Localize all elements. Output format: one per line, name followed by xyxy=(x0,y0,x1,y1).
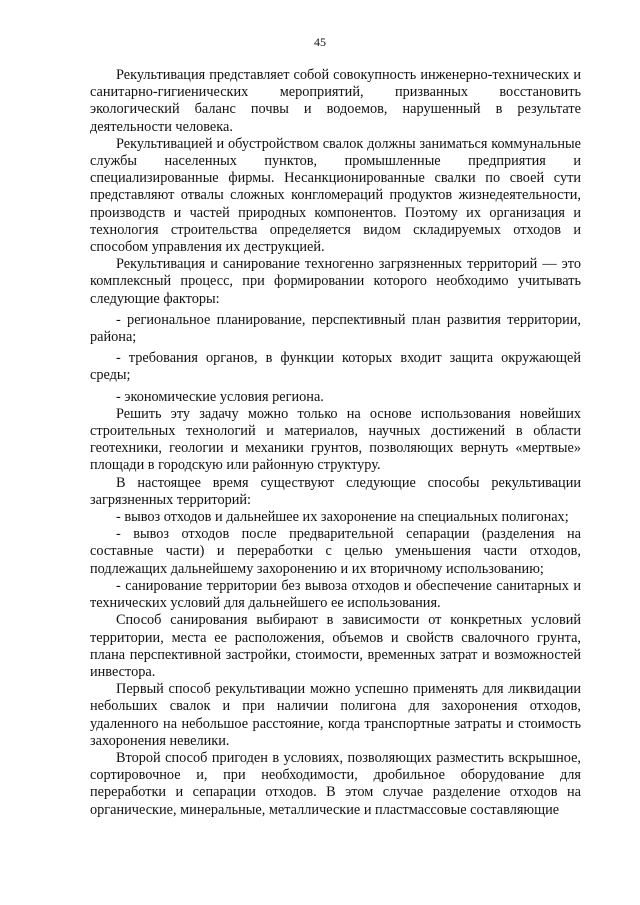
paragraph-3: Рекультивация и санирование техногенно загрязненных территорий — это комплексный процесс, при формировании которого необходимо учитывать следующие факторы: xyxy=(90,256,581,307)
list-item-method-3: - санирование территории без вывоза отходов и обеспечение санитарных и технических условий для дальнейшего ее использования. xyxy=(90,577,581,612)
page-number: 45 xyxy=(314,35,326,49)
paragraph-6: Способ санирования выбирают в зависимости от конкретных условий территории, места ее расположения, объемов и свойств свалочного грунта, плана перспективной застройки, стоимости, временных затрат и возможностей инвестора. xyxy=(90,612,581,680)
paragraph-1: Рекультивация представляет собой совокупность инженерно-технических и санитарно-гигиенических мероприятий, призванных восстановить экологический баланс почвы и водоемов, нарушенный в результате деятельности человека. xyxy=(90,67,581,135)
paragraph-8: Второй способ пригоден в условиях, позволяющих разместить вскрышное, сортировочное и, при необходимости, дробильное оборудование для переработки и сепарации отходов. В этом случае разделение отходов на органические, минеральные, металлические и пластмассовые составляющие xyxy=(90,749,581,818)
list-item-method-1: - вывоз отходов и дальнейшее их захоронение на специальных полигонах; xyxy=(116,509,569,526)
list-item-factor-2: - требования органов, в функции которых входит защита окружающей среды; xyxy=(90,350,581,384)
list-item-factor-3: - экономические условия региона. xyxy=(116,388,324,405)
paragraph-2: Рекультивацией и обустройством свалок должны заниматься коммунальные службы населенных пунктов, промышленные предприятия и специализированные фирмы. Несанкционированные свалки по своей сути представляют отвалы сложных конгломераций продуктов жизнедеятельности, производств и частей природных компонентов. Поэтому их организация и технология строительства определяется видом складируемых отходов и способом управления их деструкцией. xyxy=(90,135,581,256)
list-item-factor-1: - региональное планирование, перспективный план развития территории, района; xyxy=(90,311,581,346)
paragraph-7: Первый способ рекультивации можно успешно применять для ликвидации небольших свалок и при наличии полигона для захоронения отходов, удаленного на небольшое расстояние, когда транспортные затраты и стоимость захоронения невелики. xyxy=(90,681,581,749)
body-text xyxy=(90,67,581,819)
list-item-method-2: - вывоз отходов после предварительной сепарации (разделения на составные части) и переработки с целью уменьшения части отходов, подлежащих дальнейшему захоронению и их вторичному использованию; xyxy=(90,526,581,577)
paragraph-4: Решить эту задачу можно только на основе использования новейших строительных технологий и материалов, научных достижений в области геотехники, геологии и механики грунтов, позволяющих вернуть «мертвые» площади в городскую или районную структуру. xyxy=(90,405,581,474)
paragraph-5: В настоящее время существуют следующие способы рекультивации загрязненных территорий: xyxy=(90,474,581,508)
